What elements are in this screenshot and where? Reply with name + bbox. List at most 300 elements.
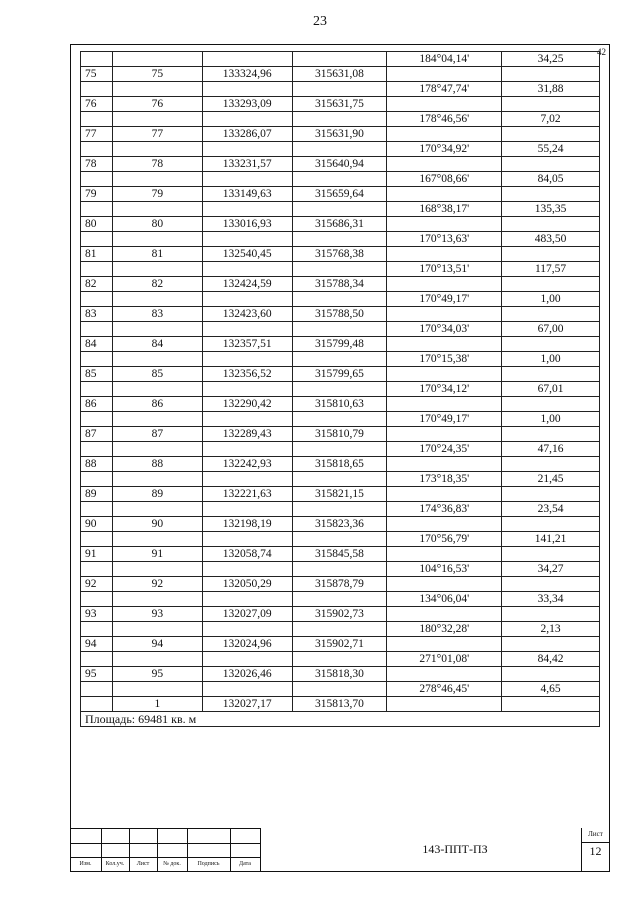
direction-angle-cell: 170°49,17' bbox=[387, 292, 502, 307]
x-coordinate-cell bbox=[202, 262, 292, 277]
point-number-cell bbox=[112, 472, 202, 487]
row-number-cell: 79 bbox=[81, 187, 113, 202]
y-coordinate-cell: 315902,73 bbox=[292, 607, 387, 622]
x-coordinate-cell: 132290,42 bbox=[202, 397, 292, 412]
row-number-cell bbox=[81, 697, 113, 712]
point-number-cell: 76 bbox=[112, 97, 202, 112]
row-number-cell: 78 bbox=[81, 157, 113, 172]
row-number-cell bbox=[81, 502, 113, 517]
point-number-cell: 1 bbox=[112, 697, 202, 712]
y-coordinate-cell bbox=[292, 112, 387, 127]
x-coordinate-cell: 132356,52 bbox=[202, 367, 292, 382]
row-number-cell bbox=[81, 652, 113, 667]
y-coordinate-cell: 315902,71 bbox=[292, 637, 387, 652]
table-row bbox=[81, 277, 600, 292]
stamp-label-signature: Подпись bbox=[197, 861, 220, 867]
table-row bbox=[81, 202, 600, 217]
length-cell bbox=[502, 157, 600, 172]
table-row bbox=[81, 397, 600, 412]
y-coordinate-cell bbox=[292, 382, 387, 397]
table-row bbox=[81, 607, 600, 622]
y-coordinate-cell bbox=[292, 82, 387, 97]
y-coordinate-cell: 315631,90 bbox=[292, 127, 387, 142]
length-cell: 23,54 bbox=[502, 502, 600, 517]
length-cell: 34,27 bbox=[502, 562, 600, 577]
length-cell: 84,05 bbox=[502, 172, 600, 187]
table-row bbox=[81, 247, 600, 262]
direction-angle-cell bbox=[387, 67, 502, 82]
row-number-cell bbox=[81, 472, 113, 487]
table-row bbox=[81, 637, 600, 652]
table-row bbox=[81, 667, 600, 682]
direction-angle-cell: 170°24,35' bbox=[387, 442, 502, 457]
direction-angle-cell: 170°15,38' bbox=[387, 352, 502, 367]
length-cell: 31,88 bbox=[502, 82, 600, 97]
direction-angle-cell: 178°47,74' bbox=[387, 82, 502, 97]
direction-angle-cell bbox=[387, 577, 502, 592]
table-row bbox=[81, 682, 600, 697]
direction-angle-cell bbox=[387, 367, 502, 382]
point-number-cell: 85 bbox=[112, 367, 202, 382]
y-coordinate-cell bbox=[292, 292, 387, 307]
y-coordinate-cell bbox=[292, 142, 387, 157]
table-row bbox=[81, 427, 600, 442]
point-number-cell: 92 bbox=[112, 577, 202, 592]
y-coordinate-cell: 315823,36 bbox=[292, 517, 387, 532]
point-number-cell: 95 bbox=[112, 667, 202, 682]
x-coordinate-cell bbox=[202, 112, 292, 127]
length-cell bbox=[502, 427, 600, 442]
y-coordinate-cell: 315818,65 bbox=[292, 457, 387, 472]
y-coordinate-cell bbox=[292, 502, 387, 517]
table-row bbox=[81, 52, 600, 67]
direction-angle-cell: 170°34,03' bbox=[387, 322, 502, 337]
length-cell bbox=[502, 397, 600, 412]
x-coordinate-cell: 132024,96 bbox=[202, 637, 292, 652]
y-coordinate-cell: 315788,50 bbox=[292, 307, 387, 322]
length-cell: 1,00 bbox=[502, 412, 600, 427]
x-coordinate-cell bbox=[202, 52, 292, 67]
direction-angle-cell: 168°38,17' bbox=[387, 202, 502, 217]
x-coordinate-cell bbox=[202, 592, 292, 607]
table-row bbox=[81, 112, 600, 127]
direction-angle-cell: 271°01,08' bbox=[387, 652, 502, 667]
y-coordinate-cell bbox=[292, 682, 387, 697]
y-coordinate-cell: 315818,30 bbox=[292, 667, 387, 682]
table-row bbox=[81, 157, 600, 172]
length-cell bbox=[502, 517, 600, 532]
length-cell: 1,00 bbox=[502, 292, 600, 307]
row-number-cell: 80 bbox=[81, 217, 113, 232]
length-cell bbox=[502, 577, 600, 592]
sheet-label: Лист bbox=[588, 830, 603, 838]
point-number-cell: 91 bbox=[112, 547, 202, 562]
row-number-cell bbox=[81, 352, 113, 367]
y-coordinate-cell: 315631,75 bbox=[292, 97, 387, 112]
point-number-cell bbox=[112, 412, 202, 427]
x-coordinate-cell bbox=[202, 622, 292, 637]
x-coordinate-cell: 132423,60 bbox=[202, 307, 292, 322]
length-cell bbox=[502, 67, 600, 82]
point-number-cell bbox=[112, 262, 202, 277]
table-row bbox=[81, 172, 600, 187]
x-coordinate-cell bbox=[202, 142, 292, 157]
area-total-text: Площадь: 69481 кв. м bbox=[81, 712, 600, 727]
y-coordinate-cell bbox=[292, 442, 387, 457]
table-row bbox=[81, 412, 600, 427]
point-number-cell bbox=[112, 352, 202, 367]
direction-angle-cell bbox=[387, 427, 502, 442]
point-number-cell bbox=[112, 382, 202, 397]
point-number-cell bbox=[112, 532, 202, 547]
table-row bbox=[81, 352, 600, 367]
area-row bbox=[81, 712, 600, 727]
row-number-cell: 90 bbox=[81, 517, 113, 532]
coordinates-table bbox=[80, 51, 600, 727]
y-coordinate-cell bbox=[292, 202, 387, 217]
point-number-cell bbox=[112, 202, 202, 217]
y-coordinate-cell bbox=[292, 472, 387, 487]
y-coordinate-cell: 315878,79 bbox=[292, 577, 387, 592]
point-number-cell bbox=[112, 52, 202, 67]
length-cell: 67,00 bbox=[502, 322, 600, 337]
table-row bbox=[81, 217, 600, 232]
point-number-cell: 86 bbox=[112, 397, 202, 412]
direction-angle-cell: 170°56,79' bbox=[387, 532, 502, 547]
length-cell bbox=[502, 667, 600, 682]
length-cell bbox=[502, 337, 600, 352]
direction-angle-cell bbox=[387, 127, 502, 142]
row-number-cell: 77 bbox=[81, 127, 113, 142]
point-number-cell bbox=[112, 622, 202, 637]
stamp-label-doc-no: № док. bbox=[163, 861, 181, 867]
y-coordinate-cell: 315768,38 bbox=[292, 247, 387, 262]
length-cell bbox=[502, 307, 600, 322]
direction-angle-cell bbox=[387, 667, 502, 682]
direction-angle-cell bbox=[387, 277, 502, 292]
x-coordinate-cell bbox=[202, 412, 292, 427]
length-cell: 55,24 bbox=[502, 142, 600, 157]
y-coordinate-cell bbox=[292, 532, 387, 547]
direction-angle-cell: 104°16,53' bbox=[387, 562, 502, 577]
length-cell: 67,01 bbox=[502, 382, 600, 397]
y-coordinate-cell: 315813,70 bbox=[292, 697, 387, 712]
direction-angle-cell bbox=[387, 547, 502, 562]
point-number-cell: 80 bbox=[112, 217, 202, 232]
length-cell: 117,57 bbox=[502, 262, 600, 277]
x-coordinate-cell: 133149,63 bbox=[202, 187, 292, 202]
row-number-cell bbox=[81, 532, 113, 547]
length-cell: 2,13 bbox=[502, 622, 600, 637]
length-cell bbox=[502, 457, 600, 472]
x-coordinate-cell bbox=[202, 292, 292, 307]
point-number-cell bbox=[112, 442, 202, 457]
y-coordinate-cell: 315821,15 bbox=[292, 487, 387, 502]
point-number-cell: 81 bbox=[112, 247, 202, 262]
direction-angle-cell bbox=[387, 157, 502, 172]
x-coordinate-cell: 132424,59 bbox=[202, 277, 292, 292]
row-number-cell bbox=[81, 112, 113, 127]
table-row bbox=[81, 472, 600, 487]
point-number-cell: 88 bbox=[112, 457, 202, 472]
point-number-cell bbox=[112, 562, 202, 577]
direction-angle-cell bbox=[387, 607, 502, 622]
row-number-cell bbox=[81, 172, 113, 187]
row-number-cell bbox=[81, 382, 113, 397]
x-coordinate-cell bbox=[202, 322, 292, 337]
row-number-cell bbox=[81, 202, 113, 217]
stamp-label-date: Дата bbox=[239, 861, 251, 867]
row-number-cell bbox=[81, 292, 113, 307]
sheet-number: 12 bbox=[589, 844, 602, 858]
x-coordinate-cell: 132198,19 bbox=[202, 517, 292, 532]
direction-angle-cell bbox=[387, 697, 502, 712]
point-number-cell bbox=[112, 322, 202, 337]
x-coordinate-cell: 133231,57 bbox=[202, 157, 292, 172]
y-coordinate-cell bbox=[292, 172, 387, 187]
row-number-cell: 85 bbox=[81, 367, 113, 382]
table-row bbox=[81, 292, 600, 307]
direction-angle-cell: 134°06,04' bbox=[387, 592, 502, 607]
table-row bbox=[81, 232, 600, 247]
direction-angle-cell bbox=[387, 337, 502, 352]
row-number-cell bbox=[81, 232, 113, 247]
direction-angle-cell: 170°13,63' bbox=[387, 232, 502, 247]
x-coordinate-cell bbox=[202, 352, 292, 367]
point-number-cell: 83 bbox=[112, 307, 202, 322]
direction-angle-cell: 180°32,28' bbox=[387, 622, 502, 637]
length-cell: 84,42 bbox=[502, 652, 600, 667]
y-coordinate-cell: 315788,34 bbox=[292, 277, 387, 292]
stamp-label-count: Кол.уч. bbox=[105, 861, 125, 867]
direction-angle-cell: 170°34,12' bbox=[387, 382, 502, 397]
point-number-cell: 89 bbox=[112, 487, 202, 502]
table-row bbox=[81, 487, 600, 502]
direction-angle-cell bbox=[387, 457, 502, 472]
row-number-cell: 88 bbox=[81, 457, 113, 472]
y-coordinate-cell bbox=[292, 412, 387, 427]
table-row bbox=[81, 517, 600, 532]
point-number-cell: 87 bbox=[112, 427, 202, 442]
x-coordinate-cell: 133324,96 bbox=[202, 67, 292, 82]
x-coordinate-cell: 133293,09 bbox=[202, 97, 292, 112]
table-row bbox=[81, 322, 600, 337]
row-number-cell bbox=[81, 142, 113, 157]
y-coordinate-cell bbox=[292, 592, 387, 607]
x-coordinate-cell: 132026,46 bbox=[202, 667, 292, 682]
row-number-cell: 86 bbox=[81, 397, 113, 412]
y-coordinate-cell: 315640,94 bbox=[292, 157, 387, 172]
length-cell: 34,25 bbox=[502, 52, 600, 67]
table-row bbox=[81, 127, 600, 142]
length-cell: 21,45 bbox=[502, 472, 600, 487]
length-cell bbox=[502, 277, 600, 292]
direction-angle-cell bbox=[387, 397, 502, 412]
point-number-cell bbox=[112, 652, 202, 667]
point-number-cell: 78 bbox=[112, 157, 202, 172]
length-cell: 7,02 bbox=[502, 112, 600, 127]
y-coordinate-cell bbox=[292, 562, 387, 577]
document-code: 143-ППТ-ПЗ bbox=[422, 842, 488, 856]
row-number-cell: 81 bbox=[81, 247, 113, 262]
page-number: 23 bbox=[313, 14, 327, 29]
stamp-label-sheet: Лист bbox=[136, 861, 150, 867]
row-number-cell: 91 bbox=[81, 547, 113, 562]
row-number-cell bbox=[81, 442, 113, 457]
table-row bbox=[81, 337, 600, 352]
sheet-corner-number: 42 bbox=[597, 47, 606, 57]
row-number-cell bbox=[81, 322, 113, 337]
table-row bbox=[81, 547, 600, 562]
x-coordinate-cell: 132050,29 bbox=[202, 577, 292, 592]
direction-angle-cell: 278°46,45' bbox=[387, 682, 502, 697]
length-cell bbox=[502, 367, 600, 382]
title-block bbox=[70, 828, 610, 872]
length-cell bbox=[502, 637, 600, 652]
point-number-cell: 77 bbox=[112, 127, 202, 142]
direction-angle-cell bbox=[387, 307, 502, 322]
y-coordinate-cell: 315845,58 bbox=[292, 547, 387, 562]
y-coordinate-cell bbox=[292, 232, 387, 247]
direction-angle-cell bbox=[387, 217, 502, 232]
table-row bbox=[81, 577, 600, 592]
length-cell bbox=[502, 547, 600, 562]
row-number-cell bbox=[81, 52, 113, 67]
x-coordinate-cell: 133286,07 bbox=[202, 127, 292, 142]
direction-angle-cell: 167°08,66' bbox=[387, 172, 502, 187]
length-cell bbox=[502, 127, 600, 142]
direction-angle-cell: 184°04,14' bbox=[387, 52, 502, 67]
direction-angle-cell bbox=[387, 637, 502, 652]
x-coordinate-cell bbox=[202, 472, 292, 487]
y-coordinate-cell bbox=[292, 652, 387, 667]
stamp-label-change: Изм. bbox=[79, 861, 92, 867]
x-coordinate-cell bbox=[202, 172, 292, 187]
y-coordinate-cell: 315659,64 bbox=[292, 187, 387, 202]
point-number-cell: 84 bbox=[112, 337, 202, 352]
table-row bbox=[81, 307, 600, 322]
row-number-cell: 82 bbox=[81, 277, 113, 292]
length-cell: 33,34 bbox=[502, 592, 600, 607]
row-number-cell: 95 bbox=[81, 667, 113, 682]
row-number-cell: 94 bbox=[81, 637, 113, 652]
row-number-cell bbox=[81, 82, 113, 97]
point-number-cell: 79 bbox=[112, 187, 202, 202]
x-coordinate-cell: 132027,09 bbox=[202, 607, 292, 622]
table-row bbox=[81, 697, 600, 712]
point-number-cell: 93 bbox=[112, 607, 202, 622]
table-row bbox=[81, 457, 600, 472]
length-cell: 4,65 bbox=[502, 682, 600, 697]
x-coordinate-cell: 132221,63 bbox=[202, 487, 292, 502]
point-number-cell bbox=[112, 112, 202, 127]
point-number-cell: 82 bbox=[112, 277, 202, 292]
direction-angle-cell: 170°49,17' bbox=[387, 412, 502, 427]
row-number-cell bbox=[81, 412, 113, 427]
table-row bbox=[81, 367, 600, 382]
row-number-cell: 83 bbox=[81, 307, 113, 322]
point-number-cell bbox=[112, 292, 202, 307]
x-coordinate-cell bbox=[202, 652, 292, 667]
length-cell: 141,21 bbox=[502, 532, 600, 547]
length-cell: 483,50 bbox=[502, 232, 600, 247]
point-number-cell: 75 bbox=[112, 67, 202, 82]
row-number-cell bbox=[81, 622, 113, 637]
direction-angle-cell bbox=[387, 187, 502, 202]
direction-angle-cell bbox=[387, 97, 502, 112]
row-number-cell: 84 bbox=[81, 337, 113, 352]
table-row bbox=[81, 262, 600, 277]
point-number-cell: 90 bbox=[112, 517, 202, 532]
length-cell bbox=[502, 607, 600, 622]
x-coordinate-cell: 132357,51 bbox=[202, 337, 292, 352]
y-coordinate-cell bbox=[292, 322, 387, 337]
table-row bbox=[81, 82, 600, 97]
y-coordinate-cell bbox=[292, 52, 387, 67]
point-number-cell bbox=[112, 82, 202, 97]
length-cell bbox=[502, 217, 600, 232]
length-cell bbox=[502, 187, 600, 202]
length-cell: 135,35 bbox=[502, 202, 600, 217]
direction-angle-cell bbox=[387, 517, 502, 532]
point-number-cell bbox=[112, 142, 202, 157]
y-coordinate-cell: 315686,31 bbox=[292, 217, 387, 232]
y-coordinate-cell bbox=[292, 622, 387, 637]
direction-angle-cell: 173°18,35' bbox=[387, 472, 502, 487]
x-coordinate-cell bbox=[202, 502, 292, 517]
table-row bbox=[81, 502, 600, 517]
y-coordinate-cell bbox=[292, 262, 387, 277]
y-coordinate-cell: 315799,48 bbox=[292, 337, 387, 352]
direction-angle-cell bbox=[387, 487, 502, 502]
table-row bbox=[81, 592, 600, 607]
table-row bbox=[81, 622, 600, 637]
point-number-cell bbox=[112, 592, 202, 607]
x-coordinate-cell bbox=[202, 202, 292, 217]
y-coordinate-cell: 315810,79 bbox=[292, 427, 387, 442]
row-number-cell: 76 bbox=[81, 97, 113, 112]
length-cell bbox=[502, 697, 600, 712]
y-coordinate-cell: 315810,63 bbox=[292, 397, 387, 412]
row-number-cell bbox=[81, 562, 113, 577]
row-number-cell bbox=[81, 592, 113, 607]
x-coordinate-cell bbox=[202, 442, 292, 457]
y-coordinate-cell bbox=[292, 352, 387, 367]
direction-angle-cell: 178°46,56' bbox=[387, 112, 502, 127]
table-row bbox=[81, 442, 600, 457]
table-row bbox=[81, 532, 600, 547]
table-row bbox=[81, 142, 600, 157]
table-row bbox=[81, 562, 600, 577]
length-cell bbox=[502, 247, 600, 262]
row-number-cell bbox=[81, 682, 113, 697]
direction-angle-cell: 170°34,92' bbox=[387, 142, 502, 157]
x-coordinate-cell: 132027,17 bbox=[202, 697, 292, 712]
row-number-cell bbox=[81, 262, 113, 277]
x-coordinate-cell: 133016,93 bbox=[202, 217, 292, 232]
table-row bbox=[81, 382, 600, 397]
x-coordinate-cell bbox=[202, 82, 292, 97]
length-cell bbox=[502, 97, 600, 112]
x-coordinate-cell: 132540,45 bbox=[202, 247, 292, 262]
x-coordinate-cell bbox=[202, 232, 292, 247]
direction-angle-cell: 174°36,83' bbox=[387, 502, 502, 517]
row-number-cell: 75 bbox=[81, 67, 113, 82]
y-coordinate-cell: 315631,08 bbox=[292, 67, 387, 82]
point-number-cell bbox=[112, 172, 202, 187]
x-coordinate-cell: 132242,93 bbox=[202, 457, 292, 472]
length-cell: 47,16 bbox=[502, 442, 600, 457]
